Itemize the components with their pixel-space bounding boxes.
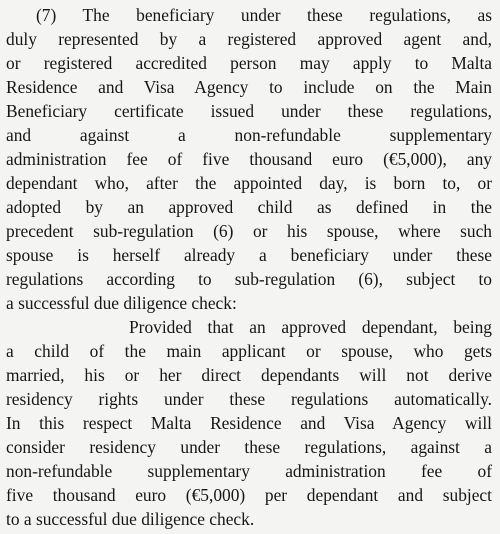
text-line: spouse is herself already a beneficiary under these (6, 245, 492, 265)
proviso-paragraph (0, 315, 500, 531)
text-line: non-refundable supplementary administration fee of (6, 461, 492, 481)
text-line: precedent sub-regulation (6) or his spouse, where such (6, 221, 492, 241)
text-line: and against a non-refundable supplementary (6, 125, 492, 145)
text-line: a successful due diligence check: (6, 293, 237, 313)
text-line: adopted by an approved child as defined in the (6, 197, 492, 217)
text-line: Beneficiary certificate issued under these regulations, (6, 101, 492, 121)
text-line: residency rights under these regulations automatically. (6, 389, 492, 409)
text-line: administration fee of five thousand euro (€5,000), any (6, 149, 492, 169)
text-line: dependant who, after the appointed day, is born to, or (6, 173, 492, 193)
text-line: In this respect Malta Residence and Visa Agency will (6, 413, 492, 433)
text-line: or registered accredited person may apply to Malta (6, 53, 492, 73)
text-line: consider residency under these regulations, against a (6, 437, 492, 457)
text-line: regulations according to sub-regulation (6), subject to (6, 269, 492, 289)
paragraph-7 (0, 3, 500, 315)
text-line: duly represented by a registered approved agent and, (6, 29, 492, 49)
text-line: Provided that an approved dependant, being (129, 317, 492, 337)
text-line: married, his or her direct dependants will not derive (6, 365, 492, 385)
text-line: five thousand euro (€5,000) per dependant and subject (6, 485, 492, 505)
text-line: Residence and Visa Agency to include on the Main (6, 77, 492, 97)
text-line: (7) The beneficiary under these regulations, as (36, 5, 492, 25)
text-line: to a successful due diligence check. (6, 509, 255, 529)
text-line: a child of the main applicant or spouse, who gets (6, 341, 492, 361)
